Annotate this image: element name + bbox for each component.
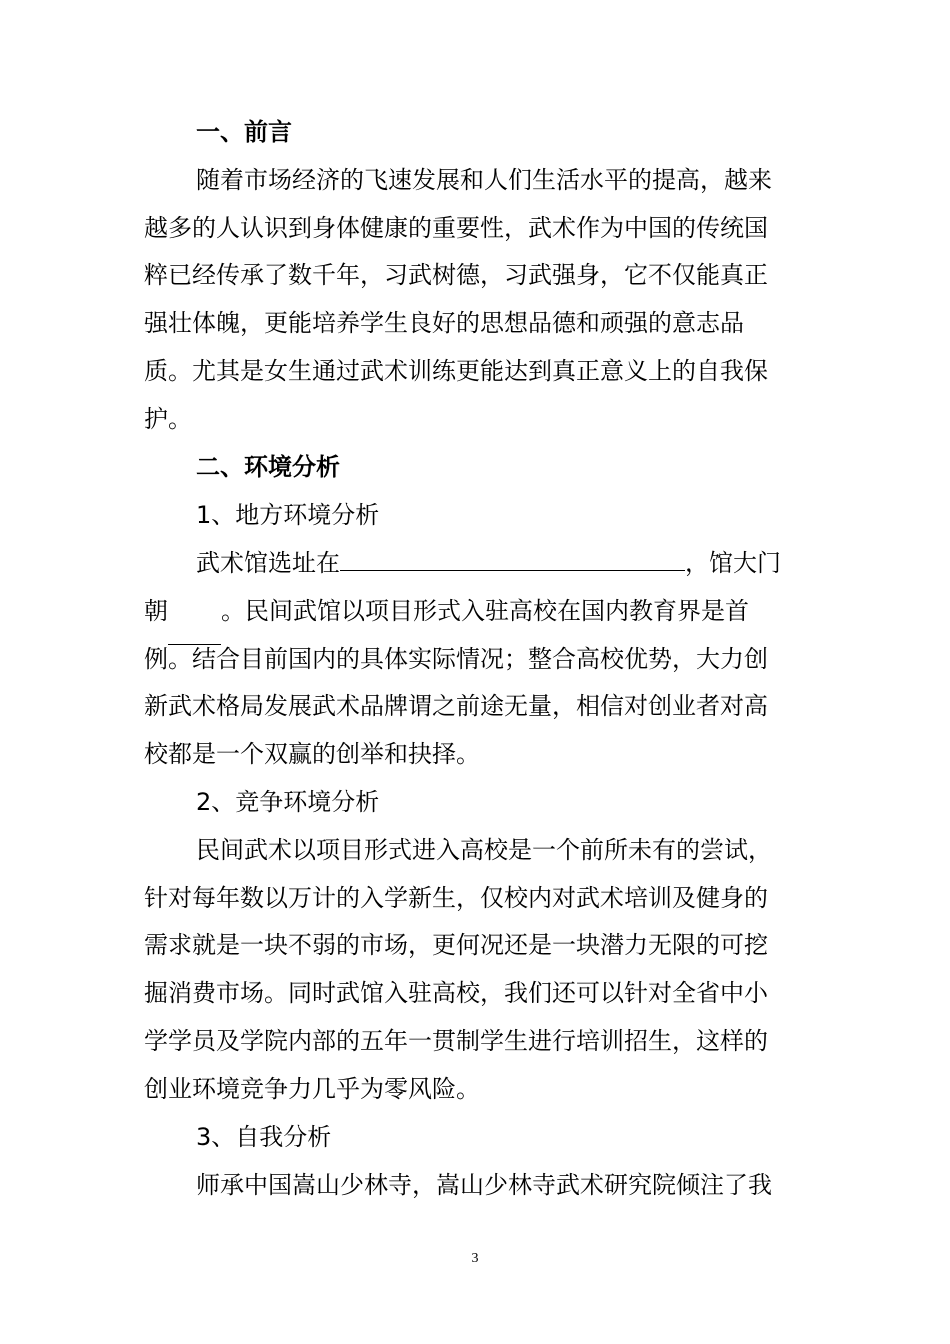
section-heading-environment: 二、环境分析 <box>196 453 340 481</box>
page-number: 3 <box>471 1251 479 1266</box>
paragraph-line: 师承中国嵩山少林寺，嵩山少林寺武术研究院倾注了我 <box>196 1171 772 1199</box>
paragraph-line: 护。 <box>144 405 192 433</box>
subheading-local-environment: 1、地方环境分析 <box>196 501 380 529</box>
paragraph-line-location <box>196 547 896 579</box>
paragraph-line: 粹已经传承了数千年，习武树德，习武强身，它不仅能真正 <box>144 261 768 289</box>
subheading-competition: 2、竞争环境分析 <box>196 788 380 816</box>
paragraph-line-orientation <box>144 595 844 627</box>
paragraph-line: 强壮体魄，更能培养学生良好的思想品德和顽强的意志品 <box>144 309 744 337</box>
paragraph-line: 学学员及学院内部的五年一贯制学生进行培训招生，这样的 <box>144 1027 768 1055</box>
location-prefix: 武术馆选址在 <box>196 549 340 577</box>
paragraph-line: 例。结合目前国内的具体实际情况；整合高校优势，大力创 <box>144 645 768 673</box>
orientation-prefix: 朝 <box>144 597 168 625</box>
paragraph-line: 针对每年数以万计的入学新生，仅校内对武术培训及健身的 <box>144 884 768 912</box>
location-suffix: ，馆大门 <box>685 549 781 577</box>
paragraph-line: 质。尤其是女生通过武术训练更能达到真正意义上的自我保 <box>144 357 768 385</box>
paragraph-line: 越多的人认识到身体健康的重要性，武术作为中国的传统国 <box>144 214 768 242</box>
paragraph-line: 随着市场经济的飞速发展和人们生活水平的提高，越来 <box>196 166 772 194</box>
paragraph-line: 掘消费市场。同时武馆入驻高校，我们还可以针对全省中小 <box>144 979 768 1007</box>
location-blank-field <box>340 569 685 571</box>
paragraph-line: 校都是一个双赢的创举和抉择。 <box>144 740 480 768</box>
paragraph-line: 新武术格局发展武术品牌谓之前途无量，相信对创业者对高 <box>144 692 768 720</box>
paragraph-line: 创业环境竞争力几乎为零风险。 <box>144 1075 480 1103</box>
paragraph-line: 需求就是一块不弱的市场，更何况还是一块潜力无限的可挖 <box>144 931 768 959</box>
paragraph-line: 民间武术以项目形式进入高校是一个前所未有的尝试， <box>196 836 772 864</box>
subheading-self-analysis: 3、自我分析 <box>196 1123 332 1151</box>
section-heading-preface: 一、前言 <box>196 118 292 146</box>
orientation-suffix: 。民间武馆以项目形式入驻高校在国内教育界是首 <box>221 597 749 625</box>
